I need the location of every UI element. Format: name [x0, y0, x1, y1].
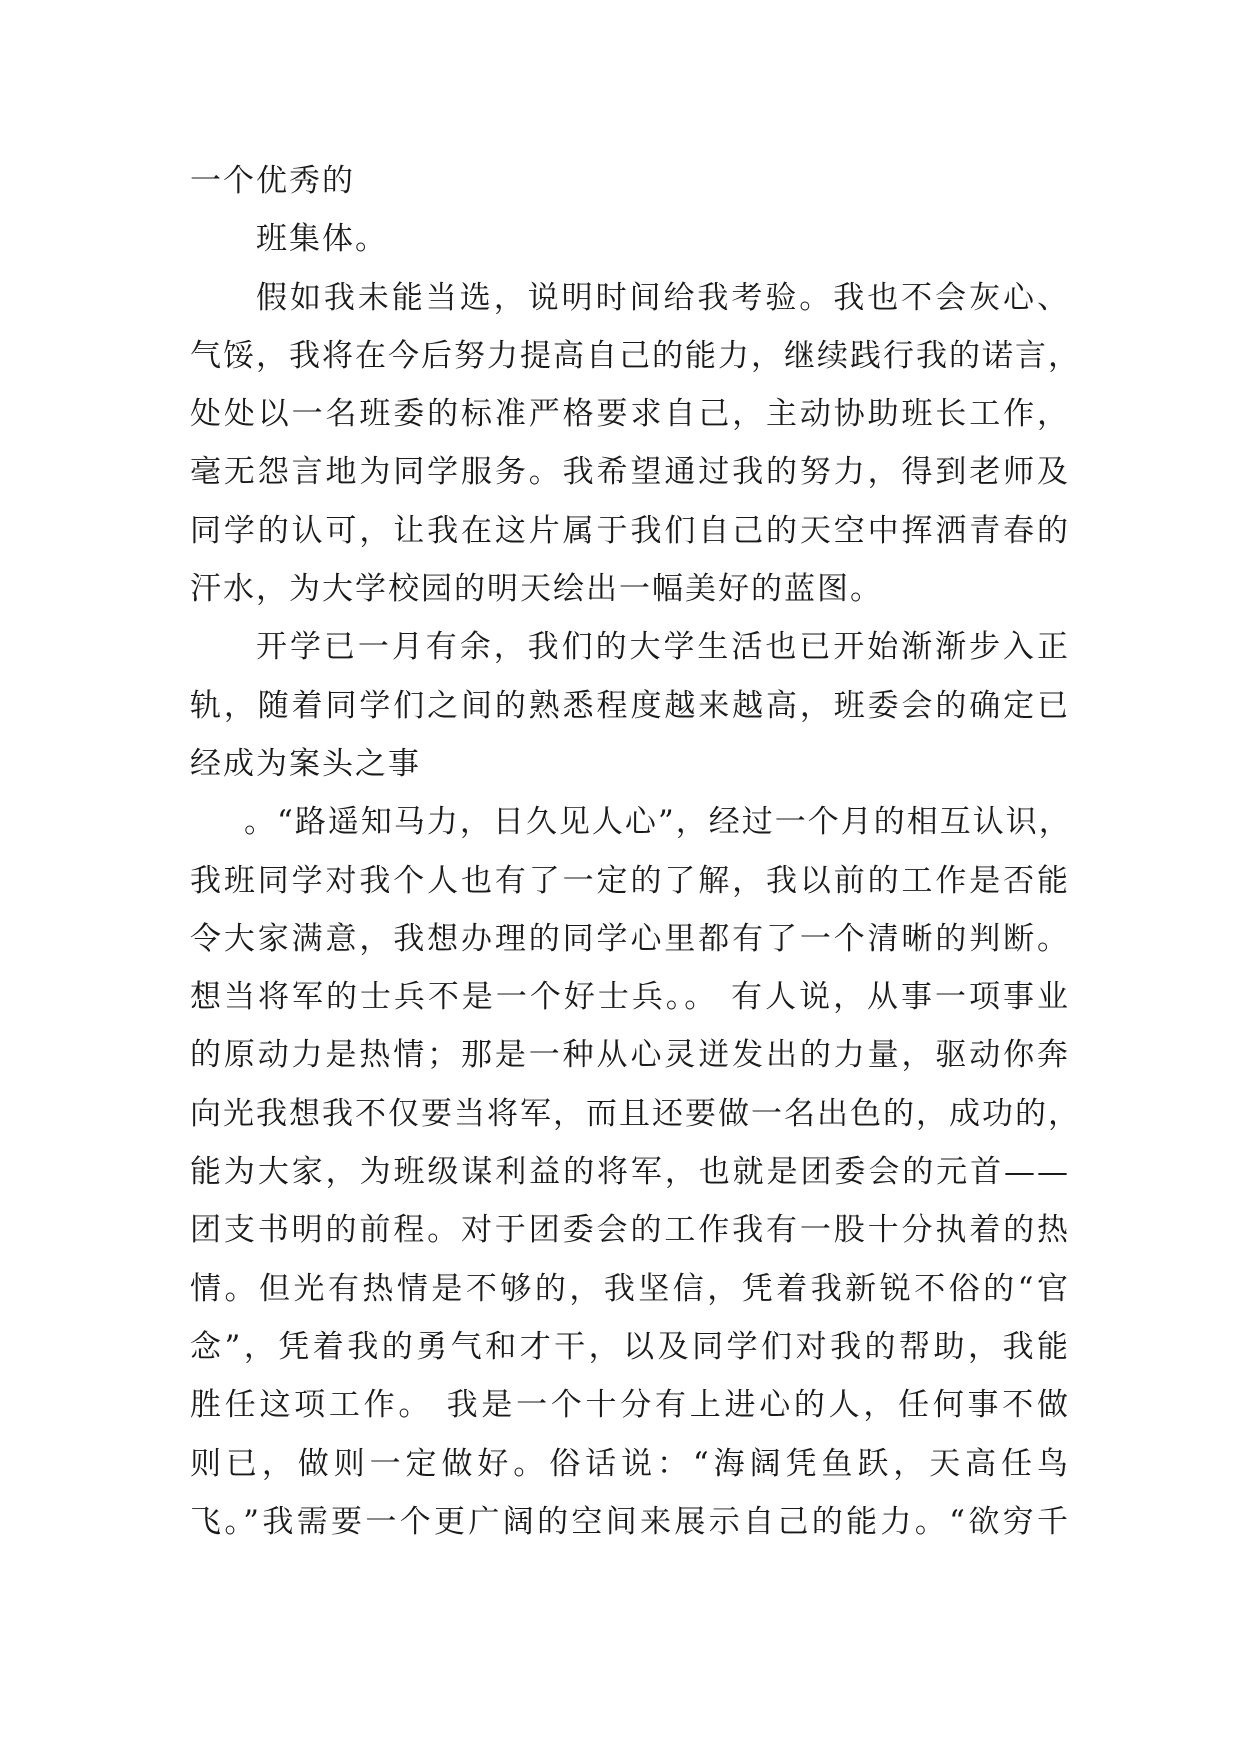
text-line: 轨，随着同学们之间的熟悉程度越来越高，班委会的确定已 [190, 687, 1070, 724]
text-line: 同学的认可，让我在这片属于我们自己的天空中挥洒青春的 [190, 512, 1070, 549]
text-line: 令大家满意，我想办理的同学心里都有了一个清晰的判断。 [190, 920, 1070, 957]
text-line: 能为大家，为班级谋利益的将军，也就是团委会的元首—— [190, 1154, 1070, 1191]
text-line: 飞。”我需要一个更广阔的空间来展示自己的能力。“欲穷千 [190, 1503, 1070, 1540]
text-line: 念”，凭着我的勇气和才干，以及同学们对我的帮助，我能 [190, 1328, 1070, 1365]
text-line: 胜任这项工作。 我是一个十分有上进心的人，任何事不做 [190, 1387, 1070, 1424]
text-line: 气馁，我将在今后努力提高自己的能力，继续践行我的诺言， [190, 337, 1081, 374]
text-line: 的原动力是热情；那是一种从心灵迸发出的力量，驱动你奔 [190, 1037, 1070, 1074]
text-line: 班集体。 [256, 221, 388, 258]
body-text [190, 152, 1081, 1551]
text-line: 情。但光有热情是不够的，我坚信，凭着我新锐不俗的“官 [190, 1270, 1070, 1307]
text-line: 则已，做则一定做好。俗话说：“海阔凭鱼跃，天高任鸟 [190, 1445, 1070, 1482]
text-line: 想当将军的士兵不是一个好士兵。。 有人说，从事一项事业 [190, 979, 1070, 1016]
text-line: 处处以一名班委的标准严格要求自己，主动协助班长工作， [190, 396, 1070, 433]
text-line: 一个优秀的 [190, 163, 355, 199]
text-line: 毫无怨言地为同学服务。我希望通过我的努力，得到老师及 [190, 454, 1070, 491]
text-line: 向光我想我不仅要当将军，而且还要做一名出色的，成功的， [190, 1095, 1081, 1132]
text-line: 经成为案头之事 [190, 745, 421, 782]
text-line: 团支书明的前程。对于团委会的工作我有一股十分执着的热 [190, 1212, 1070, 1249]
text-line: 开学已一月有余，我们的大学生活也已开始渐渐步入正 [256, 629, 1070, 666]
text-line: 假如我未能当选，说明时间给我考验。我也不会灰心、 [256, 279, 1070, 316]
text-line: 汗水，为大学校园的明天绘出一幅美好的蓝图。 [190, 571, 883, 608]
text-line: 我班同学对我个人也有了一定的了解，我以前的工作是否能 [190, 862, 1070, 899]
text-line: 。“路遥知马力，日久见人心”，经过一个月的相互认识， [244, 804, 1072, 841]
